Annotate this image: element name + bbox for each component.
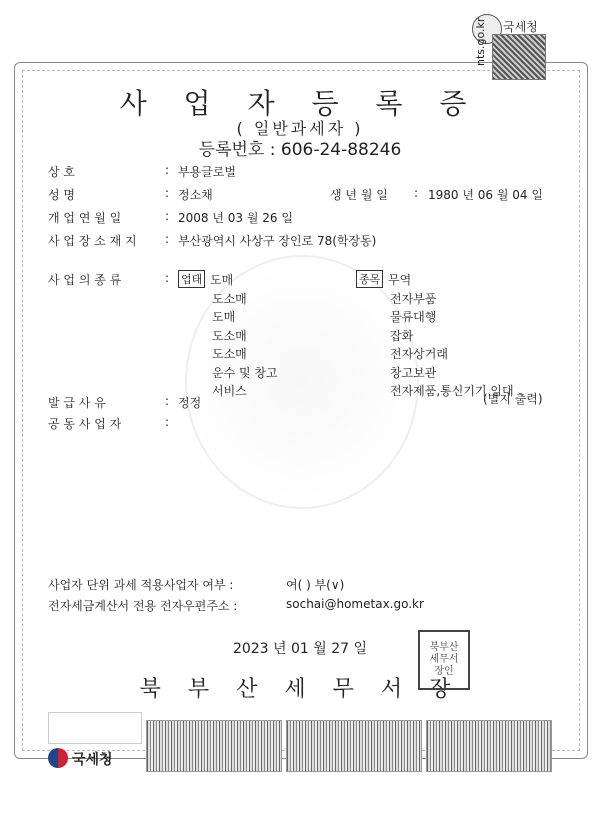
- colon: :: [165, 232, 170, 246]
- address-label: 사 업 장 소 재 지: [48, 234, 137, 248]
- business-category: 도소매: [212, 328, 247, 343]
- business-category: 도매: [212, 310, 236, 324]
- business-category: 도소매: [212, 347, 247, 361]
- colon: :: [165, 415, 170, 429]
- issue-reason-value: 정정: [178, 396, 202, 410]
- registration-value: 606-24-88246: [280, 140, 402, 160]
- official-seal: [418, 630, 470, 690]
- colon: :: [165, 394, 170, 408]
- birth-value: 1980 년 06 월 04 일: [428, 188, 543, 202]
- joint-business-label: 공 동 사 업 자: [48, 417, 122, 431]
- item-tag: 종목: [356, 270, 383, 288]
- category-tag: 업태: [178, 270, 205, 288]
- security-barcode-3: [426, 720, 552, 772]
- business-item: 전자부품: [390, 291, 437, 306]
- representative-label: 성 명: [48, 188, 75, 202]
- email-value: sochai@hometax.go.kr: [286, 597, 424, 611]
- colon: :: [414, 186, 419, 200]
- business-category: 도매: [210, 273, 234, 287]
- security-barcode-2: [286, 720, 422, 772]
- colon: :: [165, 209, 170, 223]
- colon: :: [165, 186, 170, 200]
- colon: :: [165, 271, 170, 285]
- seal-text: 북부산세무서장인: [429, 642, 459, 677]
- birth-label: 생 년 월 일: [330, 188, 388, 202]
- unit-tax-label: 사업자 단위 과세 적용사업자 여부 :: [48, 578, 234, 592]
- opening-date-value: 2008 년 03 월 26 일: [178, 211, 293, 225]
- registration-label: 등록번호 :: [198, 140, 276, 160]
- opening-date-label: 개 업 연 월 일: [48, 211, 122, 225]
- nts-footer-name: 국세청: [72, 752, 113, 768]
- registration-number: [0, 135, 600, 160]
- business-item: 전자제품,통신기기 임대: [390, 384, 514, 398]
- nts-footer-logo-icon: [48, 748, 68, 768]
- business-category: 운수 및 창고: [212, 365, 278, 380]
- footer-blank-box: [48, 712, 142, 744]
- business-item: 전자상거래: [390, 347, 448, 361]
- business-item: 창고보관: [390, 365, 437, 380]
- attachment-note: (별지 출력): [483, 392, 543, 406]
- business-type-label: 사 업 의 종 류: [48, 273, 122, 287]
- taxpayer-type: ( 일반과세자 ): [236, 119, 364, 138]
- document-title: 사 업 자 등 록 증: [119, 87, 481, 120]
- issue-date: 2023 년 01 월 27 일: [232, 641, 368, 657]
- security-barcode-1: [146, 720, 282, 772]
- tax-office-name: 북 부 산 세 무 서 장: [139, 677, 461, 702]
- unit-tax-value: 여( ) 부(∨): [286, 578, 345, 592]
- representative-value: 정소채: [178, 188, 213, 202]
- trade-name-label: 상 호: [48, 165, 75, 179]
- trade-name-value: 부용글로벌: [178, 165, 236, 179]
- nts-header-name: 국세청: [503, 20, 538, 34]
- business-item: 물류대행: [390, 310, 437, 324]
- business-item: 무역: [388, 273, 412, 287]
- business-category: 서비스: [212, 384, 247, 398]
- issue-reason-label: 발 급 사 유: [48, 396, 106, 410]
- business-item: 잡화: [390, 328, 414, 343]
- qr-code: [492, 34, 546, 80]
- email-label: 전자세금계산서 전용 전자우편주소 :: [48, 599, 238, 613]
- nts-url-vertical: nts.go.kr: [474, 17, 487, 66]
- address-value: 부산광역시 사상구 장인로 78(학장동): [178, 234, 377, 248]
- business-category: 도소매: [212, 291, 247, 306]
- colon: :: [165, 163, 170, 177]
